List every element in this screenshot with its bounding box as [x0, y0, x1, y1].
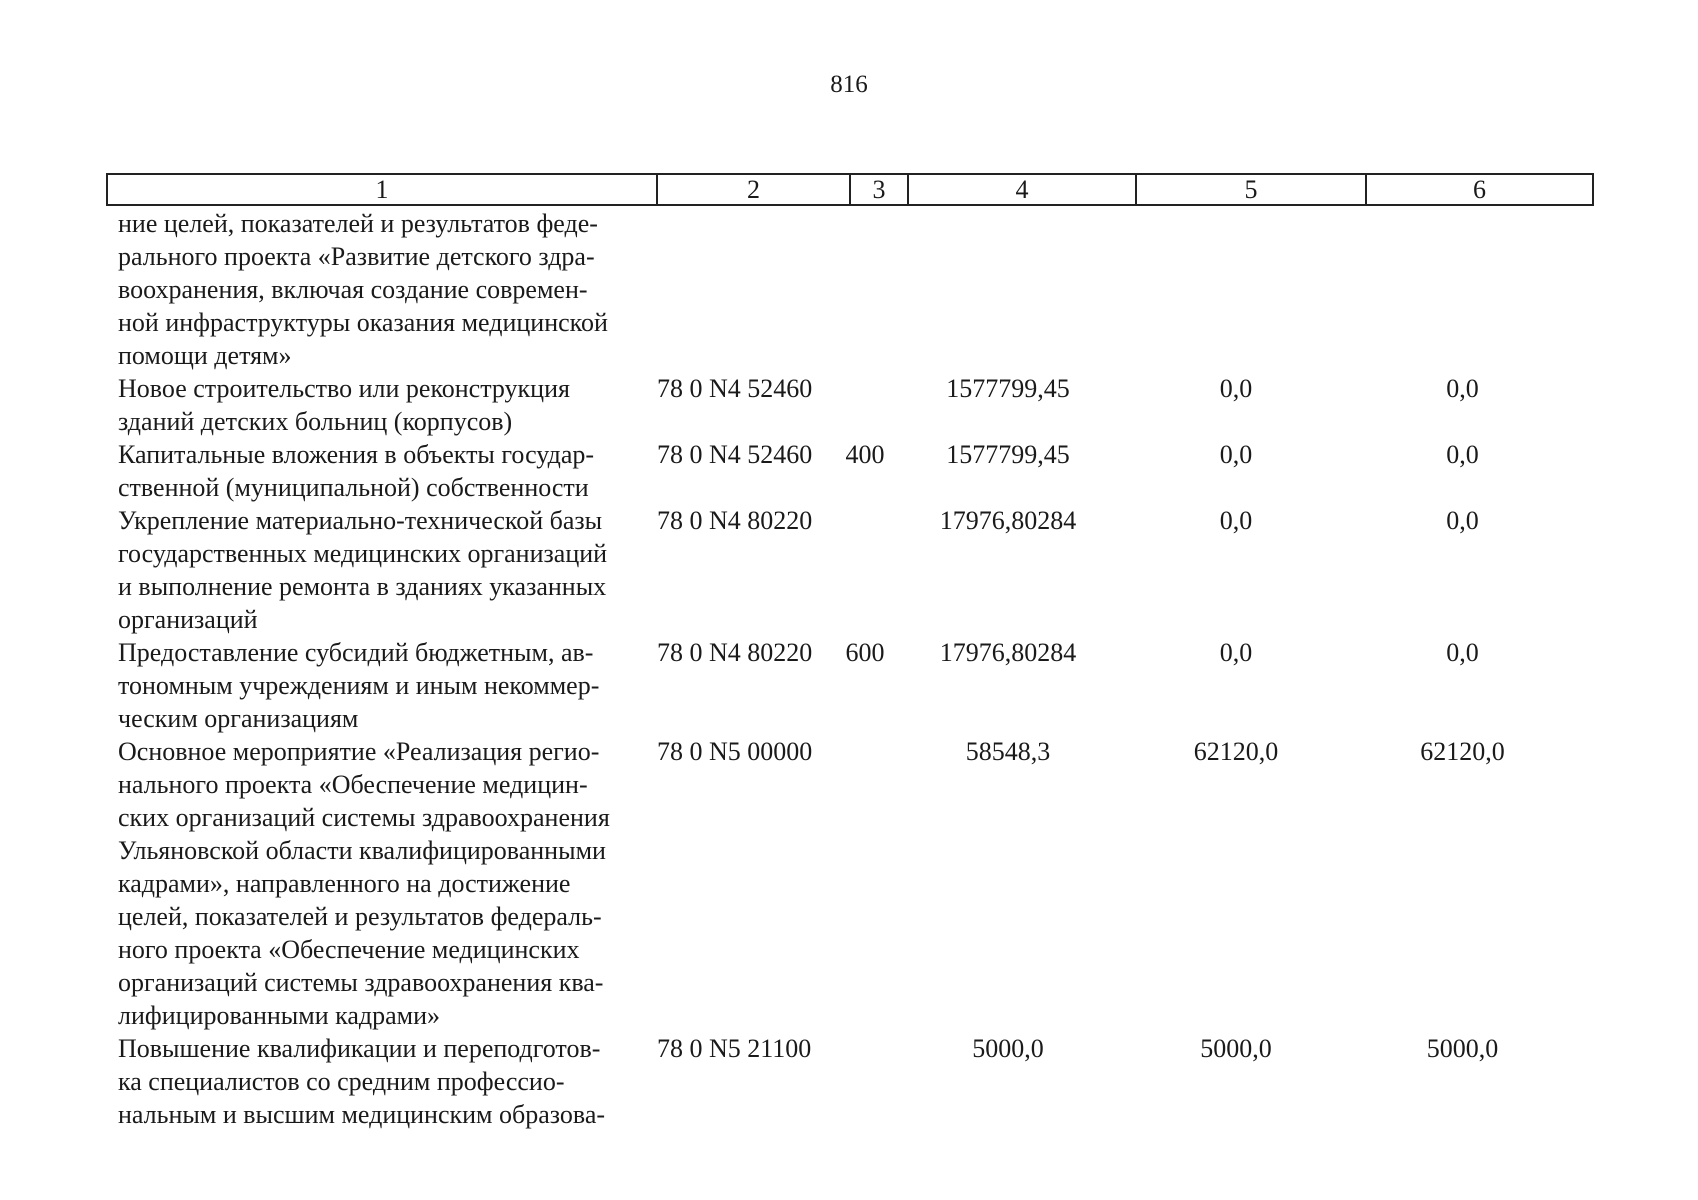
description-line: государственных медицинских организаций: [118, 539, 608, 568]
description-line: тономным учреждениям и иным некоммер-: [118, 671, 600, 700]
expense-type: [836, 372, 894, 438]
description-line: Повышение квалификации и переподготов-: [118, 1034, 601, 1063]
value-col-6: 0,0: [1446, 506, 1479, 535]
target-code: 78 0 N4 52460: [657, 440, 813, 469]
value-col-4: 58548,3: [965, 737, 1051, 766]
value-col-5: 0,0: [1219, 506, 1253, 535]
description-line: ка специалистов со средним профессио-: [118, 1067, 565, 1096]
expense-type: 600: [845, 638, 885, 667]
description-line: рального проекта «Развитие детского здра-: [118, 242, 595, 271]
target-code: 78 0 N4 80220: [657, 506, 813, 535]
description-line: и выполнение ремонта в зданиях указанных: [118, 572, 607, 601]
page-number: 816: [830, 71, 868, 98]
description-line: Капитальные вложения в объекты государ-: [118, 440, 595, 469]
row-description: [106, 438, 643, 504]
table-row: [106, 1032, 1592, 1131]
value-col-6: 5000,0: [1426, 1034, 1499, 1063]
value-col-4: 5000,0: [972, 1034, 1044, 1063]
table-row: [106, 735, 1592, 1032]
target-code: 78 0 N5 00000: [657, 737, 813, 766]
target-code: 78 0 N4 52460: [657, 374, 813, 403]
table-row: [106, 372, 1592, 438]
column-number-2: 2: [657, 174, 850, 205]
description-line: кадрами», направленного на достижение: [118, 869, 571, 898]
value-col-6: [1350, 207, 1575, 372]
description-line: ного проекта «Обеспечение медицинских: [118, 935, 580, 964]
description-line: ских организаций системы здравоохранения: [118, 803, 610, 832]
column-number-5: 5: [1136, 174, 1366, 205]
expense-type: [836, 735, 894, 1032]
value-col-5: 5000,0: [1200, 1034, 1272, 1063]
column-number-1: 1: [107, 174, 657, 205]
value-col-6: 62120,0: [1420, 737, 1505, 766]
value-col-4: 1577799,45: [946, 374, 1070, 403]
target-code: 78 0 N5 21100: [657, 1034, 812, 1063]
expense-type: 400: [845, 440, 885, 469]
table-row: [106, 207, 1592, 372]
row-description: [106, 372, 643, 438]
expense-type: [836, 504, 894, 636]
row-description: [106, 207, 643, 372]
description-line: нального проекта «Обеспечение медицин-: [118, 770, 588, 799]
value-col-4: [894, 207, 1122, 372]
description-line: организаций: [118, 605, 258, 634]
value-col-6: 0,0: [1446, 638, 1479, 667]
value-col-5: [1122, 207, 1350, 372]
description-line: воохранения, включая создание современ-: [118, 275, 588, 304]
description-line: ной инфраструктуры оказания медицинской: [118, 308, 608, 337]
row-description: [106, 1032, 643, 1131]
description-line: ственной (муниципальной) собственности: [118, 473, 589, 502]
description-line: ние целей, показателей и результатов феде-: [118, 209, 598, 238]
value-col-5: 0,0: [1219, 374, 1253, 403]
table-row: [106, 438, 1592, 504]
column-number-header: [106, 173, 1594, 206]
budget-table-body: [106, 207, 1592, 1131]
column-number-4: 4: [908, 174, 1136, 205]
table-row: [106, 636, 1592, 735]
description-line: Основное мероприятие «Реализация регио-: [118, 737, 600, 766]
description-line: Новое строительство или реконструкция: [118, 374, 570, 403]
table-row: [106, 504, 1592, 636]
description-line: помощи детям»: [118, 341, 292, 370]
value-col-4: 1577799,45: [946, 440, 1070, 469]
description-line: нальным и высшим медицинским образова-: [118, 1100, 606, 1129]
value-col-6: 0,0: [1446, 440, 1479, 469]
description-line: ческим организациям: [118, 704, 359, 733]
value-col-4: 17976,80284: [939, 506, 1077, 535]
description-line: организаций системы здравоохранения ква-: [118, 968, 604, 997]
expense-type: [836, 207, 894, 372]
value-col-5: 0,0: [1219, 638, 1253, 667]
description-line: зданий детских больниц (корпусов): [118, 407, 513, 436]
expense-type: [836, 1032, 894, 1131]
description-line: Ульяновской области квалифицированными: [118, 836, 606, 865]
description-line: Укрепление материально-технической базы: [118, 506, 603, 535]
column-number-3: 3: [850, 174, 908, 205]
value-col-5: 62120,0: [1193, 737, 1279, 766]
column-number-6: 6: [1366, 174, 1593, 205]
value-col-6: 0,0: [1446, 374, 1479, 403]
row-description: [106, 636, 643, 735]
row-description: [106, 735, 643, 1032]
target-code: 78 0 N4 80220: [657, 638, 813, 667]
value-col-4: 17976,80284: [939, 638, 1077, 667]
description-line: лифицированными кадрами»: [118, 1001, 441, 1030]
value-col-5: 0,0: [1219, 440, 1253, 469]
description-line: Предоставление субсидий бюджетным, ав-: [118, 638, 594, 667]
row-description: [106, 504, 643, 636]
target-code: [643, 207, 836, 372]
description-line: целей, показателей и результатов федераль-: [118, 902, 602, 931]
